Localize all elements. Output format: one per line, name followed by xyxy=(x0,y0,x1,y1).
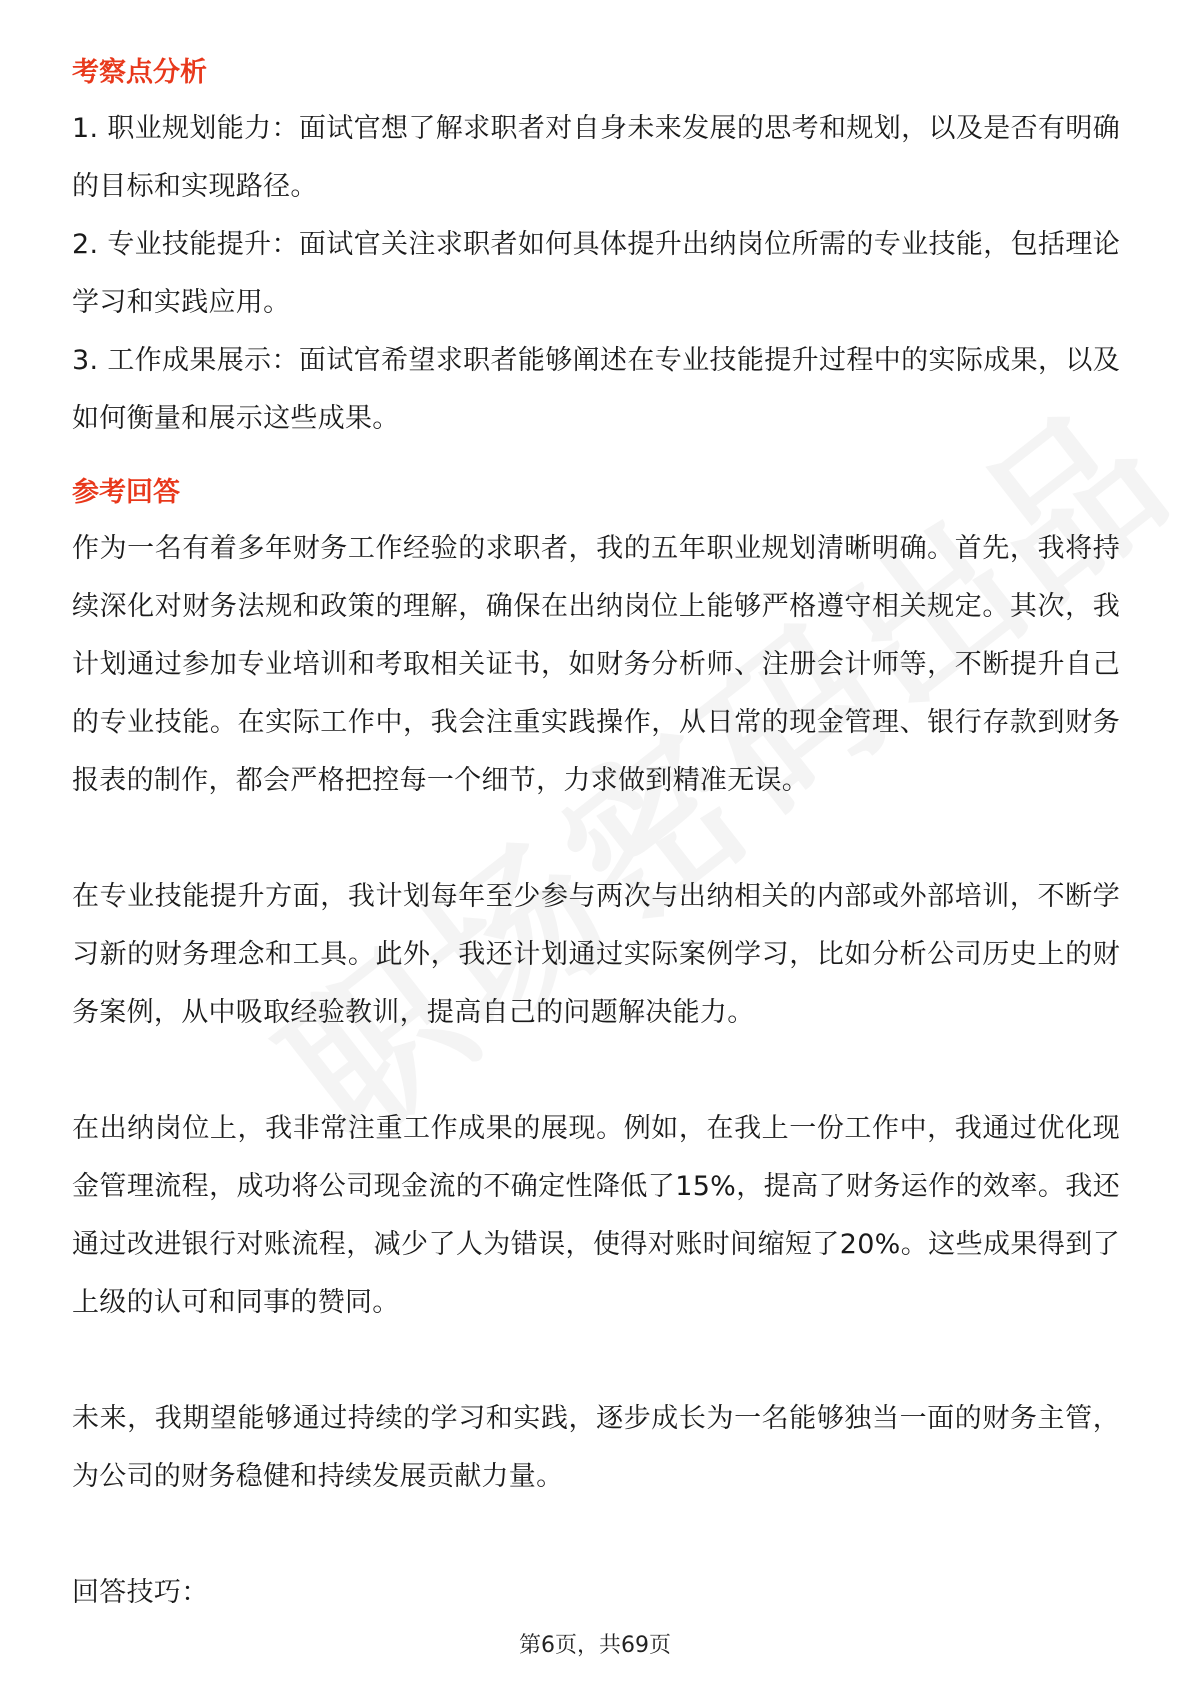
analysis-heading: 考察点分析 xyxy=(72,57,207,88)
analysis-item-2: 2. 专业技能提升：面试官关注求职者如何具体提升出纳岗位所需的专业技能，包括理论学习和实践应用。 xyxy=(72,229,1120,318)
answer-paragraph-2: 在专业技能提升方面，我计划每年至少参与两次与出纳相关的内部或外部培训，不断学习新的财务理念和工具。此外，我还计划通过实际案例学习，比如分析公司历史上的财务案例，从中吸取经验教训，提高自己的问题解决能力。 xyxy=(72,881,1120,1028)
answer-paragraph-1: 作为一名有着多年财务工作经验的求职者，我的五年职业规划清晰明确。首先，我将持续深化对财务法规和政策的理解，确保在出纳岗位上能够严格遵守相关规定。其次，我计划通过参加专业培训和考取相关证书，如财务分析师、注册会计师等，不断提升自己的专业技能。在实际工作中，我会注重实践操作，从日常的现金管理、银行存款到财务报表的制作，都会严格把控每一个细节，力求做到精准无误。 xyxy=(72,533,1120,796)
analysis-item-1: 1. 职业规划能力：面试官想了解求职者对自身未来发展的思考和规划，以及是否有明确的目标和实现路径。 xyxy=(72,113,1120,202)
page-content xyxy=(72,50,1120,1622)
page-number: 第6页，共69页 xyxy=(519,1633,671,1658)
tips-heading: 回答技巧： xyxy=(72,1577,209,1608)
answer-paragraph-3: 在出纳岗位上，我非常注重工作成果的展现。例如，在我上一份工作中，我通过优化现金管理流程，成功将公司现金流的不确定性降低了15%，提高了财务运作的效率。我还通过改进银行对账流程，减少了人为错误，使得对账时间缩短了20%。这些成果得到了上级的认可和同事的赞同。 xyxy=(72,1113,1120,1318)
answer-paragraph-4: 未来，我期望能够通过持续的学习和实践，逐步成长为一名能够独当一面的财务主管，为公司的财务稳健和持续发展贡献力量。 xyxy=(72,1403,1120,1492)
answer-heading: 参考回答 xyxy=(72,477,180,508)
analysis-item-3: 3. 工作成果展示：面试官希望求职者能够阐述在专业技能提升过程中的实际成果，以及如何衡量和展示这些成果。 xyxy=(72,345,1120,434)
